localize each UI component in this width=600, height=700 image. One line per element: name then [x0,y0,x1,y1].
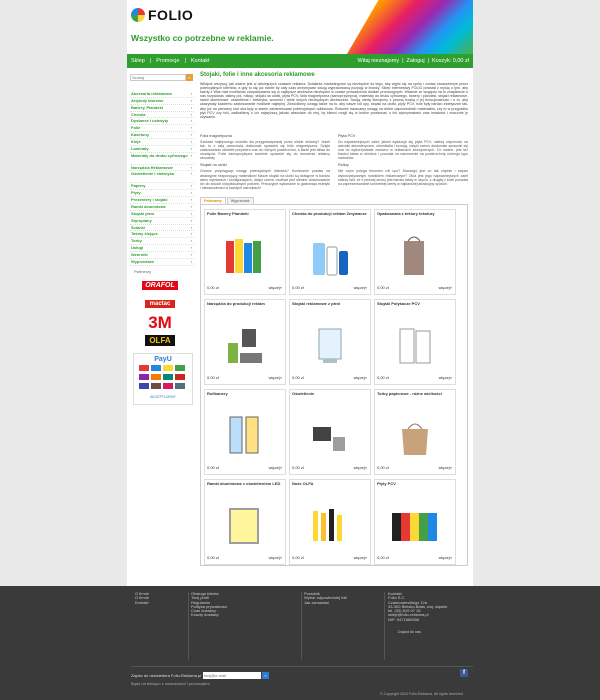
category-label: Narzędzia Reklamowe [131,164,173,170]
footer-link[interactable]: Czas dostawy [191,608,216,614]
login-link[interactable]: Zaloguj [406,58,425,64]
product-card[interactable] [374,209,456,295]
sidebar-category-item[interactable] [130,118,194,125]
category-label: Styropiany [131,217,152,223]
footer-link: tel. (33) 815 07 18 [388,608,421,614]
chevron-right-icon: › [190,183,192,189]
category-label: Kleje [131,138,141,144]
footer-link[interactable]: Wybór odpowiedniej folii [304,595,348,601]
category-label: Folie [131,125,141,131]
footer-link: Folio S.C. [388,595,406,601]
product-name[interactable]: Noże OLFA [292,480,314,486]
product-price: 0,00 zł [207,554,219,560]
footer-link[interactable]: Regulamin [191,599,211,605]
sidebar-category-item[interactable] [130,190,194,197]
product-card[interactable] [289,299,371,385]
product-image[interactable] [387,407,443,457]
product-image[interactable] [387,317,443,367]
category-label: Torby [131,238,142,244]
product-name[interactable]: Narzędzia do produkcji reklam [207,300,265,306]
search-box [130,74,194,81]
sidebar-category-item[interactable] [130,211,194,218]
product-card[interactable] [289,209,371,295]
more-link[interactable]: więcej» [438,284,452,290]
footer-line [131,666,473,667]
product-name[interactable]: Rollbanery [207,390,228,396]
sidebar-category-item[interactable] [130,165,194,172]
sidebar-category-item[interactable] [130,153,194,165]
newsletter-submit-button[interactable]: » [262,672,269,679]
sidebar-category-item[interactable] [130,112,194,119]
product-card[interactable] [374,479,456,565]
chevron-right-icon: › [190,210,192,216]
main-content [200,72,468,566]
category-label: Kasetony [131,132,150,138]
more-link[interactable]: więcej» [353,284,367,290]
chevron-right-icon: › [190,145,192,151]
section-text: Nie czym polega fenomen roll upu? Dlaczego jest on tak chętnie i często wykorzystywanym nośnikiem reklamowym? Otóż jest jego najważniejszych zalet należy fakt, że z pewnej strony jest bardzo łatwy w użyciu, z drugiej z kolei pozwala na zaprezentowanie konkretnej oferty w najbardziej atrakcyjny sposób. [338,169,468,186]
more-link[interactable]: więcej» [438,554,452,560]
payment-methods-icon [137,363,189,393]
partner-logo-orafol[interactable]: ORAFOL [134,278,186,293]
footer-divider [384,592,385,660]
sidebar-category-item[interactable] [130,125,194,132]
product-name[interactable]: Ramki aluminiowe z oświetleniem LED [207,480,281,486]
category-label: Laminaty [131,145,149,151]
footer-link[interactable]: Kontakt [135,599,149,605]
chevron-right-icon: › [190,238,192,244]
payu-logo: PayU [154,355,172,363]
sidebar-category-item[interactable] [130,218,194,225]
footer-link: Kontakt [388,591,402,596]
section-text: Chcesz przyciągnąć uwagę potencjalnych klientów? Koniecznie postaw na atrakcyjnie eksponujący materiałów! Nasze stojaki na ulotki są dostępne w bardzo wielu wymiarach i konfiguracjach, dzięki czemu możliwe jest idealne dostosowanie ich do swoich indywidualnych potrzeb. Precyzyjne wykonanie to gwarancja estetyki i niezawodności w każdych warunkach! [200,169,330,190]
product-name[interactable]: Płyty PCV [377,480,396,486]
category-label: Ścianki [131,224,146,230]
tab-polecamy[interactable]: Polecamy [200,197,226,204]
category-label: Papiery [131,183,146,189]
category-label: Artykuły biurowe [131,97,164,103]
nav-separator: | [184,58,186,64]
section-text: Szukasz najlepszego nośnika dla przygotowywanej przez siebie reklamy? Jeżeli tak, to z całą pewnością doskonale sprawdzi się folia magnetyczna. Dzięki zastosowaniu idealnie przywiera ona do różnych powierzchni, a także jest łatwa do usunięcia. Folia samoprzylepna świetnie sprawdzi się do tworzenia reklamy wizualnej. [200,140,330,161]
category-list [130,91,194,266]
nav-separator: | [149,58,152,64]
product-card[interactable] [204,389,286,475]
intro-text: Witajcie wszyscy, jak ważne jest w dzisiejszych czasach reklama. Działania marketingowe są niezbędne do tego, aby wyjść się na rynku i zostać zauważonym przez potencjalnych klientów, a gdy to się już stanie by cały czas utrzymywać swoją wypracowaną pozycję w branży. Sklep internetowy FOLIO powstał z myślą o tym, aby każdy z Was miał możliwość zaopatrywania się w najlepsze akcesoria niezbędne w czasie prowadzenia działań promocyjnych. Właśnie ze względu na to znajdziecie u nas rozpalania, taśmę pól, rolkup, stojaki na ulotki, płyta PCV, folia magnetyczna (samoprzylepna), materiały do druku cyfrowego, banery i plandeki, stojaki reklamowe, ramki aluminiowe, oświetlenie i elektryka, wzorniki i wiele innych niezbędnych akcesoriów. Swoją ofertę kierujemy z pewną troską o jej funkcjonalność i o to, aby ukazywały każdemu zastosowanie możliwie najlepiej. Zwróciliśmy uwagę także na to, aby nasze roll upy, stojaki na ulotki, płyty PCV, folie były bardzo estetyczne tak, aby już na pierwszy rzut oka były w stanie zainteresować potencjalnych odbiorców. Również zwracamy uwagę na dobór odpowiednich materiałów, czy to w przypadku płyt PCV czy folii, zadbaliśmy o ich najwyższą jakość właściwie do niej, by klienci mogli się w krótce przekonać o ich wytrzymałości oraz trwałości i znacznie je używaniu. [200,82,468,119]
nav-separator: | [427,58,429,64]
product-grid [200,204,468,566]
chevron-right-icon: › [190,171,192,177]
product-name[interactable]: Torby papierowe - różne wielkości [377,390,442,396]
info-column-right [338,134,468,193]
partner-logo-mactac[interactable]: mactac [134,297,186,312]
nav-kontakt[interactable]: Kontakt [190,58,210,64]
header-banner-graphic [347,0,473,54]
nav-user-area [355,58,470,64]
tagline: Wszystko co potrzebne w reklamie. [131,33,274,43]
more-link[interactable]: więcej» [353,464,367,470]
footer-divider [188,592,189,660]
chevron-right-icon: › [190,245,192,251]
chevron-right-icon: › [190,203,192,209]
partner-logo-3m[interactable]: 3M [148,313,172,333]
product-card[interactable] [204,299,286,385]
chevron-right-icon: › [190,164,192,170]
product-image[interactable] [217,497,273,547]
product-image[interactable] [302,497,358,547]
product-price: 0,00 zł [207,464,219,470]
product-image[interactable] [302,227,358,277]
product-image[interactable] [217,407,273,457]
chevron-right-icon: › [190,104,192,110]
category-label: Taśmy klejące [131,231,158,237]
partner-logo-olfa[interactable]: OLFA [134,335,186,346]
chevron-right-icon: › [190,138,192,144]
product-price: 0,00 zł [207,284,219,290]
product-price: 0,00 zł [377,284,389,290]
logo[interactable] [131,7,193,23]
footer-col-service [191,592,227,618]
product-image[interactable] [217,317,273,367]
product-price: 0,00 zł [292,554,304,560]
nav-promocje[interactable]: Promocje [156,58,180,64]
chevron-right-icon: › [190,251,192,257]
footer-link[interactable]: Obsługa klienta [191,591,219,596]
footer-divider [301,592,302,660]
more-link[interactable]: więcej» [268,284,282,290]
section-heading: Stojaki na ulotki [200,163,227,168]
category-label: Akcesoria reklamowe [131,91,172,96]
info-columns [200,134,468,193]
more-link[interactable]: więcej» [268,464,282,470]
product-card[interactable] [204,209,286,295]
copyright: © Copyright 2024 Folio-Reklama. All rights reserved [380,692,463,696]
chevron-right-icon: › [190,125,192,131]
more-link[interactable]: więcej» [353,374,367,380]
footer-link[interactable]: Koszty dostawy [191,612,219,618]
category-label: Płyty [131,190,141,196]
more-link[interactable]: więcej» [268,554,282,560]
product-card[interactable] [204,479,286,565]
chevron-right-icon: › [190,132,192,138]
product-name[interactable]: Chemia do produkcji reklam Zmywacze [292,210,367,216]
chevron-right-icon: › [190,118,192,124]
more-link[interactable]: więcej» [353,554,367,560]
product-image[interactable] [302,407,358,457]
section-heading: Płyta PCV [338,134,356,138]
footer-col-guide [304,592,347,605]
chevron-right-icon: › [190,197,192,203]
sidebar-category-item[interactable] [130,238,194,245]
chevron-right-icon: › [190,231,192,237]
product-image[interactable] [387,227,443,277]
category-label: Usługi [131,245,144,251]
partners-title: Partnerzy [134,268,152,274]
newsletter-email-input[interactable] [203,672,261,679]
nav-sklep[interactable]: Sklep [131,58,145,64]
header [127,0,473,54]
welcome-text: Witaj nieznajomy [357,58,400,64]
product-name[interactable]: Folie Banery Plandeki [207,210,249,216]
product-image[interactable] [302,317,358,367]
nav-separator: | [402,58,404,64]
product-price: 0,00 zł [377,464,389,470]
product-price: 0,00 zł [377,554,389,560]
category-label: Wyprzedaże [131,258,155,264]
more-link[interactable]: więcej» [438,374,452,380]
chevron-right-icon: › [190,224,192,230]
chevron-right-icon: › [190,111,192,117]
chevron-right-icon: › [190,152,192,158]
category-label: Prezentery i stojaki [131,197,168,203]
section-heading: Rollup [338,163,349,168]
sidebar-category-item[interactable] [130,91,194,98]
top-nav [127,54,473,68]
category-label: Dystanse i uchwyty [131,118,169,124]
chevron-right-icon: › [190,97,192,103]
sidebar-category-item[interactable] [130,146,194,153]
footer-col-company [135,592,149,605]
sidebar-category-item[interactable] [130,98,194,105]
category-label: Oświetlenie i elektryka [131,171,174,177]
footer-col-contact [388,592,447,622]
payu-badge[interactable] [133,353,193,405]
category-label: Wzorniki [131,251,148,257]
product-name[interactable]: Oświetlenie [292,390,315,396]
product-price: 0,00 zł [377,374,389,380]
logo-icon [131,8,145,22]
cart-link[interactable]: Koszyk: 0,00 zł [432,58,469,64]
category-label: Chemia [131,111,146,117]
sidebar-category-item[interactable] [130,132,194,139]
newsletter-label: Zapisz do newslettera Folio-Reklama.pl [131,673,202,678]
section-heading: Folia magnetyczna [200,134,232,138]
page-container [127,0,473,586]
more-link[interactable]: więcej» [268,374,282,380]
sidebar-category-item[interactable] [130,252,194,259]
newsletter-form [131,672,269,679]
chevron-right-icon: › [190,258,192,264]
sidebar-category-item[interactable] [130,139,194,146]
sidebar-category-item[interactable] [130,183,194,190]
product-card[interactable] [289,389,371,475]
product-image[interactable] [217,227,273,277]
footer-link[interactable]: Jak zamawiać [304,599,330,605]
product-price: 0,00 zł [292,374,304,380]
sidebar-category-item[interactable] [130,245,194,252]
facebook-icon[interactable]: f [460,669,468,677]
sidebar-category-item[interactable] [130,105,194,112]
newsletter-note: Bądź na bieżąco z nowościami i promocjami [131,681,210,686]
product-tabs [200,197,468,204]
footer-link: sklep@folio-reklama.pl [388,612,429,618]
product-price: 0,00 zł [207,374,219,380]
sidebar-category-item[interactable] [130,197,194,204]
product-name[interactable]: Opakowania z teklury tekstury [377,210,435,216]
chevron-right-icon: › [190,91,192,96]
payu-note: AKCEPTUJEMY [150,394,176,399]
info-column-left [200,134,330,193]
footer-link[interactable]: O firmie [135,591,149,596]
product-card[interactable] [289,479,371,565]
logo-text: FOLIO [148,7,194,23]
product-name[interactable]: Stojaki Połykacze PCV [377,300,420,306]
category-label: Ramki aluminiowe [131,203,166,209]
more-link[interactable]: więcej» [438,464,452,470]
footer-link[interactable]: O firmie [135,595,149,601]
category-label: Stojaki piesi [131,210,155,216]
sidebar-category-item[interactable] [130,171,194,183]
footer-link[interactable]: Polityka prywatności [191,603,228,609]
sidebar [130,74,194,405]
product-price: 0,00 zł [292,464,304,470]
search-input[interactable] [130,74,186,81]
product-price: 0,00 zł [292,284,304,290]
sidebar-category-item[interactable] [130,231,194,238]
sidebar-category-item[interactable] [130,225,194,232]
product-name[interactable]: Stojaki reklamowe z płexi [292,300,341,306]
footer-link[interactable]: Poradnik [304,591,320,596]
chevron-right-icon: › [190,190,192,196]
map-link[interactable]: Dojazd do nas [398,630,421,634]
category-label: Banery, Plandeki [131,104,163,110]
tab-wyprzedaz[interactable]: Wyprzedaż [227,197,254,204]
footer-link: Czaśnowieckiego 12a [388,599,427,605]
product-card[interactable] [374,389,456,475]
footer-link[interactable]: Twój profil [191,595,210,601]
footer-link: NIP: 5471886556 [388,616,420,622]
category-label: Materiały do druku cyfrowego [131,152,188,158]
sidebar-category-item[interactable] [130,204,194,211]
chevron-right-icon: › [190,217,192,223]
product-card[interactable] [374,299,456,385]
sidebar-category-item[interactable] [130,259,194,266]
footer-link: 43-300 Bielsko-Biała, woj. śląskie [388,603,448,609]
section-text: Do najważniejszych zalet, jakimi wykazuje się płyta PCV, należą odporność na warunki atmosferyczne, chemikalia i korozję, dzięki czemu doskonale sprawdzi się ona do wykorzystania zarówno w reklamach zewnętrznych. Co ważne, jest też bardzo łatwa w obróbce i pozwala na nanoszenie na powierzchnię różnego typu nadruków. [338,140,468,161]
product-image[interactable] [387,497,443,547]
search-button[interactable]: » [186,74,193,81]
footer [0,586,600,700]
page-title: Stojaki, folie i inne akcesoria reklamowe [200,72,315,78]
